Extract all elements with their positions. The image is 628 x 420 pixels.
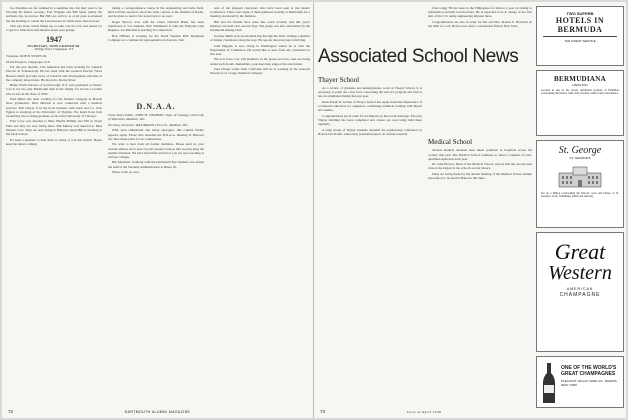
body-paragraph: Gordon Smith took an extended trip through the West, visiting a number of former classmates along the way. He reports that everyone is thriving.: [210, 33, 310, 43]
section-title: Associated School News: [318, 46, 519, 67]
intro-paragraph: Joe Donahue are far outlined in a sunshine trip, but they were to be favoring his friend. Georgia, Earl Wingate and Bill Sauer jointly the northern trip, in reverse. But Bill was with it, as of all gone as planned but the heading to cousin the Lawrenceses in a little more than an hour.: [6, 6, 102, 23]
body-paragraph: As a review of graduate and undergraduate work at Thayer School, it is necessary to point out a few facts concerning the school's program and what it has accomplished during the past year.: [318, 86, 422, 99]
body-paragraph: Paul Strong writes from California that he is working in the research laboratory of a large chemical company.: [210, 67, 310, 76]
medical-school-heading: Medical School: [428, 138, 473, 147]
page-footer: Issue of April 1948: [406, 410, 442, 414]
left-column-2: [108, 6, 204, 406]
body-paragraph: Plans are being made for the annual meeting of the Medical School alumni association to be held in Hanover this June.: [428, 171, 532, 181]
hotel-building-illustration: [555, 163, 605, 189]
hotel-description: Located in one of the lovely residential sections of Hamilton overlooking the harbor, with every modern comfort and convenience.: [541, 89, 619, 96]
magazine-spread: [2, 2, 626, 418]
ad-subtext: THE FINEST SERVICE: [564, 39, 596, 43]
left-column-3: [210, 6, 310, 406]
secretary-address: 48 Kipp Street, Chappaqua, N.Y.: [34, 47, 74, 52]
ad-headline-2: BERMUDA: [557, 25, 603, 34]
body-paragraph: Congratulations are also in order for Mr. and Mrs. Robert E. Hartwell on the birth of a son. Bob is now with a construction firm in New York.: [428, 19, 532, 29]
great-western-ad: [536, 232, 624, 352]
body-paragraph: We want to hear from all former members. Please send us your current address and a note on your present work so that we may keep the alumni informed. We have heard that several of you are now teaching at various colleges.: [108, 142, 204, 159]
body-paragraph: A large group of Thayer students attended the engineering conference in Boston last month, where they presented papers on current research.: [318, 127, 422, 136]
dnaa-byline: Class Notes Editor, JOHN H. CHIPMAN, Dept. of Geology, University of Wisconsin, Madison, Wis.: [108, 113, 204, 122]
thayer-school-heading: Thayer School: [318, 76, 360, 84]
dnaa-byline-2: Secretary-Treasurer, MAX BRAND 2 Fern St., Madison, Wis.: [108, 122, 189, 127]
ad-tagline: AMERICAN: [566, 287, 594, 291]
body-paragraph: Bill and his friends have done fine work recently, and this year's meeting was held over several days. The group was also entertained by the Dartmouth Outing Club.: [210, 19, 310, 33]
brand-wordmark: Great: [554, 239, 606, 264]
ad-headline: HOTELS IN: [555, 16, 605, 25]
left-page: [2, 2, 314, 418]
st-george-ad: [536, 140, 624, 228]
page-footer: DARTMOUTH ALUMNI MAGAZINE: [124, 410, 191, 414]
body-paragraph: It's been a pleasure to hear from so many of you this month. Please keep the letters coming.: [6, 137, 102, 146]
ad-company: PLEASANT VALLEY WINE CO., RHEIMS, NEW YORK: [561, 379, 618, 387]
hotel-description: Set on a hilltop overlooking the historic town and harbor of St. George's. Golf, swimming, tennis and dancing.: [541, 192, 619, 199]
page-number: 73: [320, 409, 326, 414]
body-paragraph: Several medical students have taken positions at hospitals across the country this year. The Medical School continues to attract a number of well-qualified applicants each year.: [428, 148, 532, 161]
ad-text: [561, 365, 623, 387]
left-column-1: [6, 6, 102, 406]
body-paragraph: sure of the sharpest characters who have been seen at the Deans' Conference. There were eight of them gathered recently at Dartmouth for a meeting sponsored by the Institute.: [210, 6, 310, 19]
divider: [543, 36, 617, 37]
body-paragraph: Please write us soon.: [112, 170, 140, 175]
page-number: 72: [8, 409, 14, 414]
body-paragraph: We now have over 140 members in the group and new ones are being added each month. Remember, your dues help support the association.: [210, 57, 310, 66]
hotel-name: BERMUDIANA: [554, 75, 606, 83]
body-paragraph: Bob O'Brien is working for the North Western Bell Telephone Company as a commercial representative in Lincoln, Neb.: [108, 33, 204, 43]
body-paragraph: Dean Frank W. Garran of Thayer School has again stated the importance of a balanced education for engineers, combining technical training with liberal arts studies.: [318, 99, 422, 113]
ad-tagline-2: CHAMPAGNE: [559, 292, 601, 298]
intro-paragraph: This just about winds things up, so take care for now and please try to get in a little more information about your goings.: [6, 24, 102, 33]
body-paragraph: John Higgins is now living in Washington where he is with the Department of Commerce. He would like to hear from any classmates in that area.: [210, 43, 310, 56]
body-paragraph: With such enthusiasm and many apologies, this column finally appears again. Those who attended the D.N.A.A. meeting in Hanover last June made plans for its continuation.: [108, 128, 204, 141]
champagne-bottle-icon: [541, 361, 557, 405]
ad-column: [536, 4, 624, 416]
body-paragraph: Fran Crow was married to Miss Phyllis Phillips last Fall in Sioux Falls and they are now living there. Bill Murray was married to Miss Eleanor Cole. They are now living in Hanover where Bill is studying at the Tuck School.: [6, 119, 102, 137]
right-column-1: [318, 74, 422, 404]
body-paragraph: Roger Brown, now with the Chase National Bank, has been transferred to Los Angeles. Bob Whitehead is with the National Cash Register. Joe Mitchell is teaching in Connecticut.: [108, 19, 204, 33]
body-paragraph: taking a correspondence course in the engineering and radio field. Dick told the reporters about the radio courses at the Institute of Radio, and he plans to send a few notes back to us soon.: [108, 6, 204, 19]
body-paragraph: For the past months, Carl Anderson has been working for General Electric in Schenectady. He has been with the General Electric News Bureau which provides news of research and development activities at the company laboratories. He moved to Rocky River.: [6, 65, 102, 82]
body-paragraph: Of the Eastport, Chappaqua, N.Y.: [6, 59, 51, 64]
body-paragraph: Bill Mayfield, formerly with the Dartmouth Eye Institute, has joined the staff of the Veterans Administration at Hines, Ill.: [108, 160, 204, 169]
body-paragraph: Treasurer, ROE B. SYKES JR.: [6, 54, 47, 59]
hotel-location: ST. GEORGE'S: [569, 156, 591, 160]
ad-headline: ONE OF THE WORLD'S GREAT CHAMPAGNES: [561, 365, 617, 377]
body-paragraph: Chet Grigg '39 has been in the Philippines for almost a year according to information recently received here. He is expected to be in charge of the first unit of the U.S. Army engineering mission there.: [428, 6, 532, 19]
right-page: [314, 2, 626, 418]
hotel-location: HAMILTON: [572, 83, 588, 87]
champagne-bottle-ad: [536, 356, 624, 408]
bermudiana-ad: [536, 70, 624, 136]
brand-wordmark-2: Western: [548, 262, 612, 284]
hotel-name: St. George: [558, 145, 602, 156]
class-year-heading: 1947: [46, 34, 62, 44]
bermuda-hotels-ad: [536, 6, 624, 66]
body-paragraph: Helen Worth Parsons of Scarborough, N.Y. was graduated at Vassar. Carl is not the only Dartmouth man in the family, for he has a brother who is also in the class of 1950.: [6, 83, 102, 96]
body-paragraph: Congratulations are in order for Al Duncan on his recent marriage. The new Thayer building has been completed and classes are now being held there regularly.: [318, 113, 422, 127]
body-paragraph: Fred Miller has been working for the Wendel company in Boston since graduation. Dick Merrick is now connected with a medical practice. Bob Dwyer is in the book business with Ginn and Co. Jack Eggers is studying at the University of Virginia. We heard from Jack Greenberg who is doing graduate work at the University of Chicago.: [6, 97, 102, 118]
secretary-byline: SECRETARY, JOHN GRAHAM SR.: [27, 43, 81, 48]
ad-kicker: TWO SUPERB: [566, 11, 594, 16]
body-paragraph: Dr. John Bowler, Dean of the Medical School, reports that the second-year class is the largest in the school's recent history.: [428, 162, 532, 171]
right-column-2: [428, 6, 532, 406]
dnaa-heading: D.N.A.A.: [136, 102, 176, 112]
